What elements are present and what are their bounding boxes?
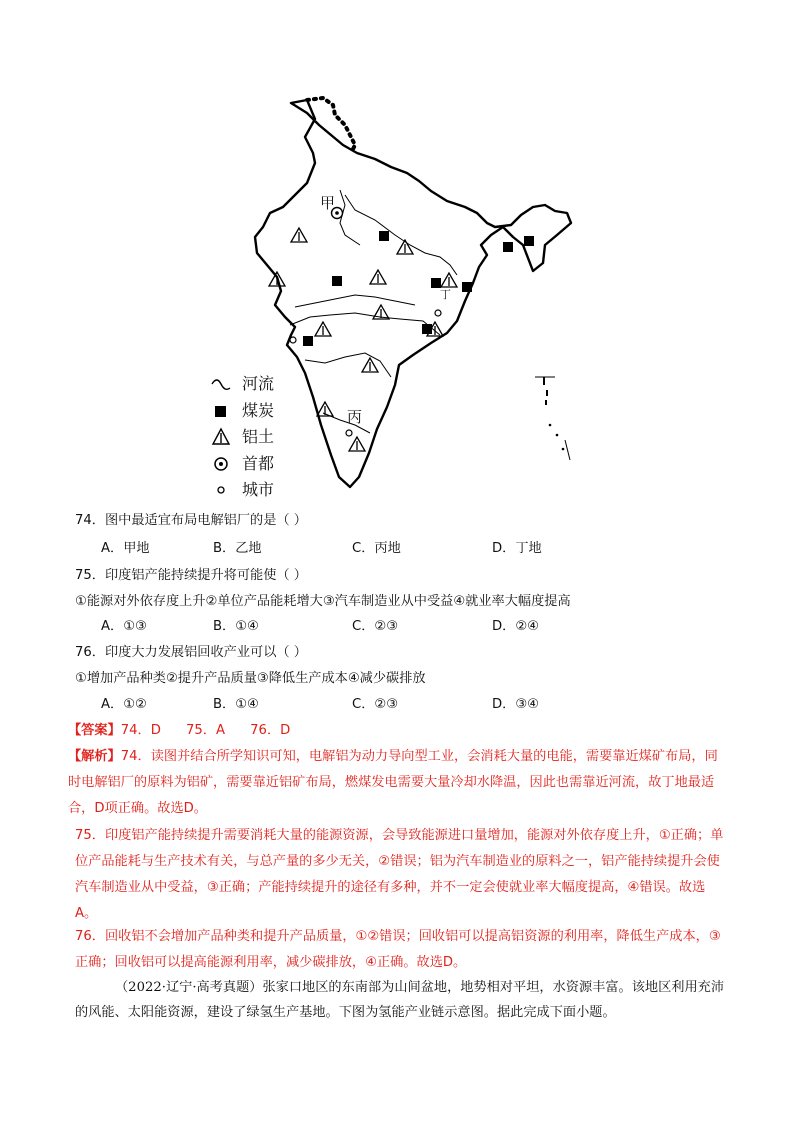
- analysis-76-text: 76．回收铝不会增加产品种类和提升产品质量，①②错误；回收铝可以提高铝资源的利用率，降低生产成本，③正确；回收铝可以提高能源利用率，减少碳排放，④正确。故选D。: [75, 929, 721, 970]
- q76-option-a: A．①②: [101, 697, 147, 712]
- q75-option-d: D．②④: [492, 619, 539, 634]
- city-icon: [290, 337, 296, 343]
- q75-option-b: B．①④: [213, 619, 259, 634]
- question-75-items: ①能源对外依存度上升②单位产品能耗增大③汽车制造业从中受益④就业率大幅度提高: [75, 594, 571, 609]
- city-icon: [435, 310, 441, 316]
- q76-option-b: B．①④: [213, 697, 259, 712]
- answer-text: 74．D 75．A 76．D: [120, 723, 291, 738]
- q76-option-d: D．③④: [492, 697, 539, 712]
- city-icon: [210, 478, 232, 502]
- q75-option-a: A．①③: [101, 619, 147, 634]
- question-75-stem: 75．印度铝产能持续提升将可能使（ ）: [75, 568, 307, 583]
- q76-option-c: C．②③: [352, 697, 399, 712]
- q74-option-a: A．甲地: [101, 541, 150, 556]
- question-74-stem: 74．图中最适宜布局电解铝厂的是（ ）: [75, 513, 307, 528]
- q75-option-c: C．②③: [352, 619, 399, 634]
- label-jia: 甲: [320, 194, 336, 212]
- coal-icon: [210, 399, 232, 423]
- label-bing: 丙: [347, 408, 363, 426]
- islands: [543, 377, 564, 450]
- analysis-75: [75, 823, 725, 927]
- answer-tag: 【答案】: [68, 723, 121, 738]
- question-76-items: ①增加产品种类②提升产品质量③降低生产成本④减少碳排放: [75, 671, 426, 686]
- city-icon: [346, 430, 352, 436]
- analysis-tag: 【解析】: [68, 749, 121, 764]
- river-icon: [210, 372, 232, 396]
- analysis-74-text: 74．读图并结合所学知识可知，电解铝为动力导向型工业，会消耗大量的电能，需要靠近煤矿布局，同时电解铝厂的原料为铝矿，需要靠近铝矿布局，燃煤发电需要大量冷却水降温，因此也需靠近河流，故丁地最适合，D项正确。故选D。: [68, 749, 718, 816]
- analysis-75-text: 75．印度铝产能持续提升需要消耗大量的能源资源，会导致能源进口量增加，能源对外依存度上升，①正确；单位产品能耗与生产技术有关，与总产量的多少无关，②错误；铝为汽车制造业的原料之一，铝产能持续提升会使汽车制造业从中受益，③正确；产能持续提升的途径有多种，并不一定会使就业率大幅度提高，④错误。故选A。: [75, 828, 724, 921]
- label-ding: 丁: [440, 288, 451, 301]
- bauxite-icon: [210, 425, 232, 449]
- analysis-76: [75, 924, 725, 976]
- source-text: 张家口地区的东南部为山间盆地，地势相对平坦，水资源丰富。该地区利用充沛的风能、太阳能资源，建设了绿氢生产基地。下图为氢能产业链示意图。据此完成下面小题。: [75, 980, 725, 1020]
- analysis-74: [68, 744, 728, 822]
- inset-border: [535, 377, 570, 460]
- coal-icon: [503, 242, 513, 252]
- legend-label: 煤炭: [242, 401, 275, 420]
- coal-icon: [462, 282, 472, 292]
- coal-icon: [332, 276, 342, 286]
- legend-label: 铝土: [242, 427, 275, 446]
- capital-icon: [210, 452, 232, 476]
- question-76-stem: 76．印度大力发展铝回收产业可以（ ）: [75, 645, 307, 660]
- q74-option-c: C．丙地: [352, 541, 401, 556]
- coal-icon: [524, 236, 534, 246]
- source-paragraph: [75, 975, 725, 1025]
- source-tag: （2022·辽宁·高考真题）: [115, 980, 263, 995]
- coal-icon: [303, 336, 313, 346]
- answer-line: [68, 721, 290, 741]
- q74-option-d: D．丁地: [492, 541, 542, 556]
- legend-label: 河流: [242, 374, 275, 393]
- q74-option-b: B．乙地: [213, 541, 262, 556]
- country-outline: [255, 100, 571, 487]
- legend-label: 首都: [242, 454, 275, 473]
- coal-icon: [379, 231, 389, 241]
- legend-label: 城市: [242, 480, 275, 499]
